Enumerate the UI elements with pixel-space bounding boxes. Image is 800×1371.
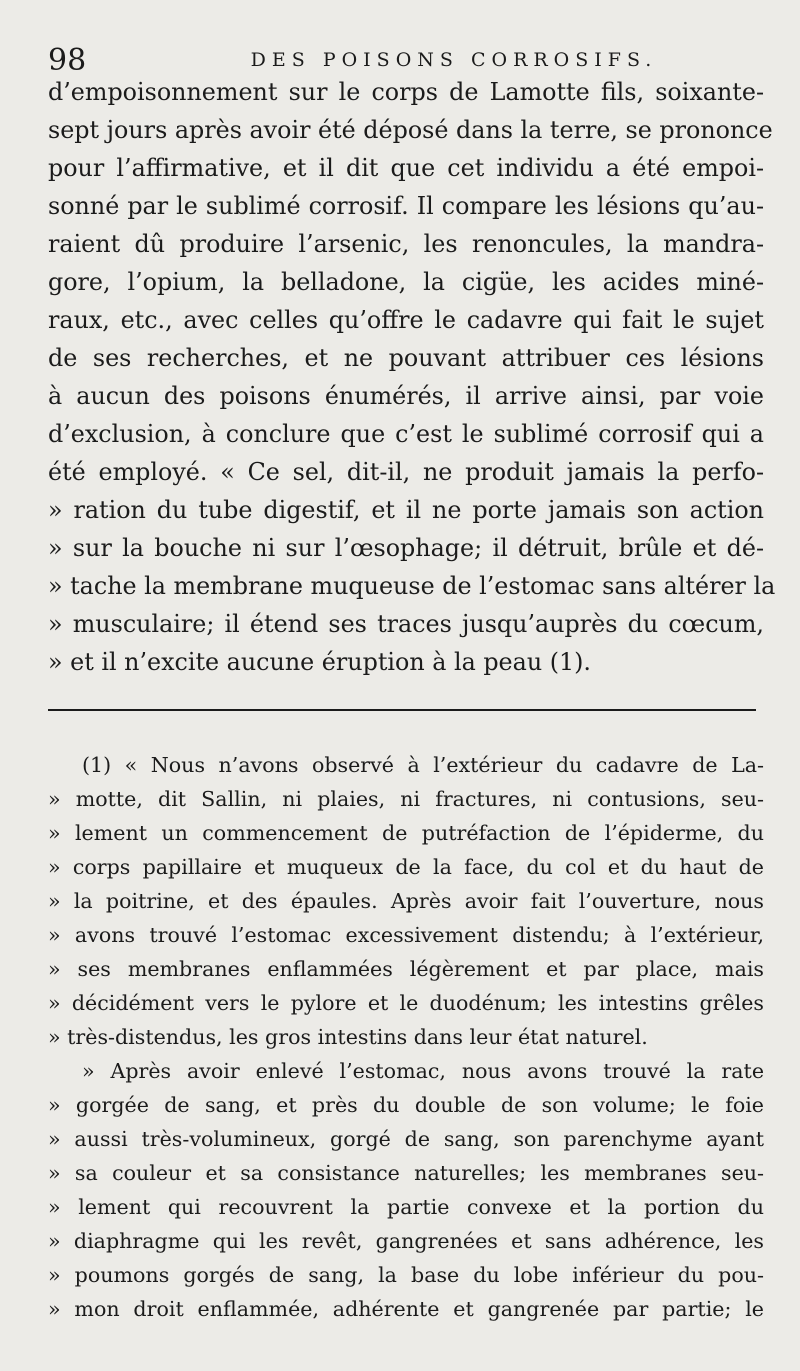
text-line: » musculaire; il étend ses traces jusqu’auprès du cœcum, [48, 610, 764, 638]
text-line: » tache la membrane muqueuse de l’estomac sans altérer la [48, 572, 776, 600]
running-title: DES POISONS CORROSIFS. [250, 49, 658, 71]
text-line: d’empoisonnement sur le corps de Lamotte fils, soixante- [48, 78, 764, 106]
footnote-line: » mon droit enflammée, adhérente et gangrenée par partie; le [48, 1297, 764, 1321]
footnote-line: » sa couleur et sa consistance naturelles; les membranes seu- [48, 1161, 764, 1185]
footnote-line: » avons trouvé l’estomac excessivement distendu; à l’extérieur, [48, 923, 764, 947]
footnote-line: » Après avoir enlevé l’estomac, nous avons trouvé la rate [82, 1059, 764, 1083]
footnote-line: » aussi très-volumineux, gorgé de sang, son parenchyme ayant [48, 1127, 764, 1151]
text-line: raient dû produire l’arsenic, les renoncules, la mandra- [48, 230, 764, 258]
text-line: » et il n’excite aucune éruption à la peau (1). [48, 648, 591, 676]
footnote-line: (1) « Nous n’avons observé à l’extérieur du cadavre de La- [82, 753, 764, 777]
text-line: pour l’affirmative, et il dit que cet individu a été empoi- [48, 154, 764, 182]
text-line: raux, etc., avec celles qu’offre le cadavre qui fait le sujet [48, 306, 764, 334]
footnote-divider [48, 709, 756, 711]
page-number: 98 [48, 42, 87, 78]
text-line: gore, l’opium, la belladone, la cigüe, les acides miné- [48, 268, 764, 296]
footnote-line: » gorgée de sang, et près du double de son volume; le foie [48, 1093, 764, 1117]
footnote-line: » corps papillaire et muqueux de la face, du col et du haut de [48, 855, 764, 879]
footnote-line: » diaphragme qui les revêt, gangrenées et sans adhérence, les [48, 1229, 764, 1253]
text-line: été employé. « Ce sel, dit-il, ne produit jamais la perfo- [48, 458, 764, 486]
footnote-line: » poumons gorgés de sang, la base du lobe inférieur du pou- [48, 1263, 764, 1287]
footnote-line: » décidément vers le pylore et le duodénum; les intestins grêles [48, 991, 764, 1015]
text-line: d’exclusion, à conclure que c’est le sublimé corrosif qui a [48, 420, 764, 448]
footnote-line: » très-distendus, les gros intestins dans leur état naturel. [48, 1025, 648, 1049]
footnote-line: » lement qui recouvrent la partie convexe et la portion du [48, 1195, 764, 1219]
footnote-line: » motte, dit Sallin, ni plaies, ni fractures, ni contusions, seu- [48, 787, 764, 811]
text-line: » sur la bouche ni sur l’œsophage; il détruit, brûle et dé- [48, 534, 764, 562]
text-line: de ses recherches, et ne pouvant attribuer ces lésions [48, 344, 764, 372]
text-line: » ration du tube digestif, et il ne porte jamais son action [48, 496, 764, 524]
text-line: sept jours après avoir été déposé dans la terre, se prononce [48, 116, 773, 144]
footnote-line: » ses membranes enflammées légèrement et par place, mais [48, 957, 764, 981]
footnote-line: » la poitrine, et des épaules. Après avoir fait l’ouverture, nous [48, 889, 764, 913]
text-line: à aucun des poisons énumérés, il arrive ainsi, par voie [48, 382, 764, 410]
text-line: sonné par le sublimé corrosif. Il compare les lésions qu’au- [48, 192, 764, 220]
footnote-line: » lement un commencement de putréfaction de l’épiderme, du [48, 821, 764, 845]
